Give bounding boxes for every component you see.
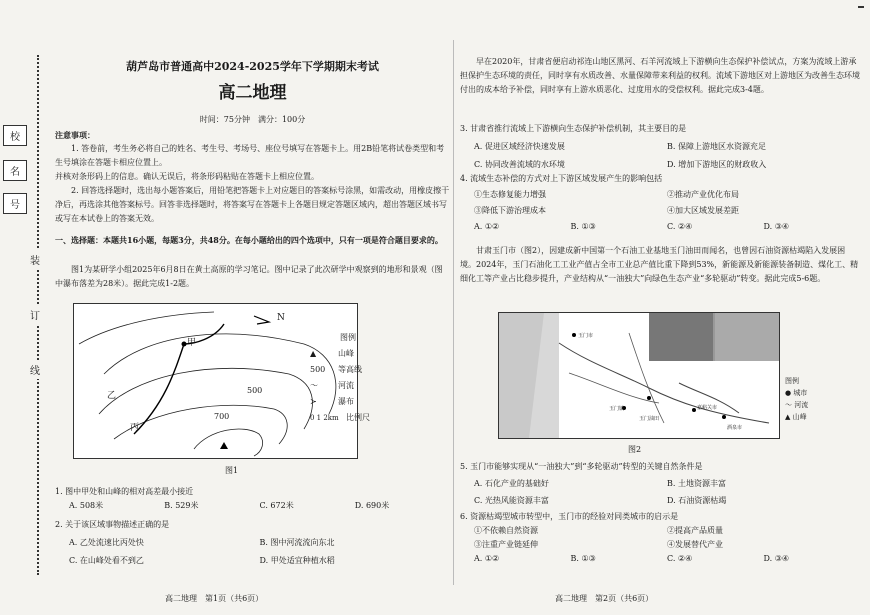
q1-option-a: A. 508米 xyxy=(69,501,104,510)
section-heading: 一、选择题：本题共16小题，每题3分，共48分。在每小题给出的四个选项中，只有一项是符合题目要求的。 xyxy=(55,235,443,245)
q6-items-row2 xyxy=(460,538,860,552)
notes-heading: 注意事项： xyxy=(55,130,95,140)
number-box: 号 xyxy=(3,193,27,214)
figure-1-legend xyxy=(310,330,430,426)
note-2: 2. 回答选择题时，选出每小题答案后，用铅笔把答题卡上对应题目的答案标号涂黑，如需改动，用橡皮擦干净后，再选涂其他答案标号。回答非选择题时，将答案写在答题卡上各题目规定答题区域内，超出答题区域书写或写在本试卷上的答案无效。 xyxy=(55,186,450,223)
q2-stem: 2. 关于该区域事物描述正确的是 xyxy=(55,520,170,529)
binding-char-3: 线 xyxy=(30,360,40,379)
page-1-footer: 高二地理 第1页（共6页） xyxy=(165,594,264,603)
river-icon: 〜 xyxy=(785,401,792,409)
q4-item-3: ③降低下游治理成本 xyxy=(474,206,546,215)
legend2-title: 图例 xyxy=(785,377,799,385)
place-c-label: 丙 xyxy=(130,423,140,433)
q3-stem: 3. 甘肃省推行流域上下游横向生态保护补偿机制，其主要目的是 xyxy=(460,124,687,133)
q3-option-a: A. 促进区域经济快速发展 xyxy=(474,142,565,151)
q6-option-d: D. ③④ xyxy=(763,554,790,563)
binding-char-2: 订 xyxy=(30,305,40,324)
north-label: N xyxy=(277,313,285,323)
q6-item-3: ③注重产业链延伸 xyxy=(474,540,538,549)
legend2-river: 〜 河流 xyxy=(785,401,809,409)
legend2-peak: ▲ 山峰 xyxy=(785,413,807,421)
place-yumen-city: 玉门市 xyxy=(578,333,594,339)
note-1b: 并核对条形码上的信息。确认无误后，将条形码粘贴在答题卡上相应位置。 xyxy=(55,172,319,181)
question-2 xyxy=(55,518,450,568)
q5-options-row1 xyxy=(460,477,860,491)
question-1 xyxy=(55,485,450,513)
question-6 xyxy=(460,510,860,566)
legend-scale: 0 1 2km 比例尺 xyxy=(310,410,430,426)
river-icon: 〜 xyxy=(310,381,318,390)
question-3 xyxy=(460,122,860,172)
q1-option-d: D. 690米 xyxy=(354,501,390,510)
q2-option-d: D. 甲处适宜种植水稻 xyxy=(259,556,335,565)
q6-stem: 6. 资源枯竭型城市转型中，玉门市的经验对同类城市的启示是 xyxy=(460,512,679,521)
figure-2-legend xyxy=(785,375,808,423)
q1-options xyxy=(55,499,450,513)
q2-option-a: A. 乙处流速比丙处快 xyxy=(69,538,144,547)
legend-title: 图例 xyxy=(340,333,356,342)
q6-item-2: ②提高产品质量 xyxy=(667,526,723,535)
q5-option-b: B. 土地资源丰富 xyxy=(667,479,726,488)
question-5 xyxy=(460,460,860,508)
q4-item-2: ②推动产业优化布局 xyxy=(667,190,739,199)
q2-option-b: B. 图中河流流向东北 xyxy=(259,538,335,547)
figure-2-map xyxy=(498,312,780,439)
q4-option-b: B. ①③ xyxy=(570,222,596,231)
legend2-city: ● 城市 xyxy=(785,389,808,397)
legend-peak: ▲ 山峰 xyxy=(310,346,430,362)
q4-option-d: D. ③④ xyxy=(763,222,790,231)
q5-option-c: C. 光热风能资源丰富 xyxy=(474,496,549,505)
legend-river: 〜 河流 xyxy=(310,378,430,394)
q4-option-a: A. ①② xyxy=(474,222,500,231)
q3-option-d: D. 增加下游地区的财政收入 xyxy=(667,160,767,169)
contour-icon: 500 xyxy=(310,365,326,374)
q4-stem: 4. 流域生态补偿的方式对上下游区域发展产生的影响包括 xyxy=(460,174,663,183)
q5-option-d: D. 石油资源枯竭 xyxy=(667,496,727,505)
q3-options-row2 xyxy=(460,158,860,172)
subject-title: 高二地理 xyxy=(218,83,287,103)
place-a-label: 甲 xyxy=(187,338,197,348)
q3-option-c: C. 协同改善流域的水环境 xyxy=(474,160,565,169)
q4-item-4: ④加大区域发展差距 xyxy=(667,206,739,215)
binding-char-1: 装 xyxy=(30,250,40,269)
passage-1: 早在2020年，甘肃省便启动祁连山地区黑河、石羊河流域上下游横向生态保护补偿试点，方案为流域上游承担保护生态环境的责任，同时享有水质改善、水量保障带来利益的权利。流域下游地区对上游地区为改善生态环境付出的成本给予补偿，同时享有上游水质恶化、过度用水的受偿权利。据此完成3-4题。 xyxy=(460,57,860,94)
place-yumen-oilfield: 玉门油田 xyxy=(639,416,660,422)
note-1: 1. 答卷前，考生务必将自己的姓名、考生号、考场号、座位号填写在答题卡上。用2B铅笔将试卷类型和考生号填涂在答题卡相应位置上。 xyxy=(55,144,445,167)
waterfall-icon: ≻ xyxy=(310,397,317,406)
place-yumen-town: 玉门镇 xyxy=(609,406,625,412)
q2-option-c: C. 在山峰处看不到乙 xyxy=(69,556,144,565)
q3-option-b: B. 保障上游地区水资源充足 xyxy=(667,142,766,151)
q4-item-1: ①生态修复能力增强 xyxy=(474,190,546,199)
q2-options-row1 xyxy=(55,536,450,550)
exam-title: 葫芦岛市普通高中2024-2025学年下学期期末考试 xyxy=(126,60,379,73)
legend-waterfall: ≻ 瀑布 xyxy=(310,394,430,410)
q1-stem: 1. 图中甲处和山峰的相对高差最小接近 xyxy=(55,487,194,496)
notes xyxy=(55,128,450,226)
q4-items-row2 xyxy=(460,204,860,218)
q6-item-1: ①不依赖自然资源 xyxy=(474,526,538,535)
place-jiuquan: 酒泉市 xyxy=(727,425,743,431)
legend-contour: 500 等高线 xyxy=(310,362,430,378)
q2-options-row2 xyxy=(55,554,450,568)
q6-items-row1 xyxy=(460,524,860,538)
figure-2-caption: 图2 xyxy=(628,445,642,454)
q6-option-b: B. ①③ xyxy=(570,554,596,563)
q4-items-row1 xyxy=(460,188,860,202)
question-4 xyxy=(460,172,860,234)
name-box: 名 xyxy=(3,160,27,181)
q6-option-c: C. ②④ xyxy=(667,554,693,563)
q5-stem: 5. 玉门市能够实现从“一油独大”到“多轮驱动”转型的关键自然条件是 xyxy=(460,462,703,471)
exam-meta: 时间：75分钟 满分：100分 xyxy=(199,115,306,124)
contour-700-label: 700 xyxy=(214,412,230,421)
q6-option-a: A. ①② xyxy=(474,554,500,563)
q4-options xyxy=(460,220,860,234)
column-divider xyxy=(453,40,454,585)
passage-2: 甘肃玉门市（图2），因建成新中国第一个石油工业基地玉门油田而闻名，也曾因石油资源枯竭陷入发展困境。2024年，玉门石油化工工业产值占全市工业总产值比重下降到53%，新能源及新能源装备制造、煤化工、精细化工等产业占比稳步提升，产业结构从“一油独大”向绿色生态产业“多轮驱动”转变。据此完成5-6题。 xyxy=(460,246,859,283)
city-icon: ● xyxy=(785,389,792,397)
q5-option-a: A. 石化产业的基础好 xyxy=(474,479,549,488)
place-jiayuguan: 嘉峪关市 xyxy=(697,405,718,411)
page-2-footer: 高二地理 第2页（共6页） xyxy=(555,594,654,603)
peak-icon: ▲ xyxy=(785,413,791,421)
q6-item-4: ④发展替代产业 xyxy=(667,540,723,549)
q6-options xyxy=(460,552,860,566)
section-intro: 图1为某研学小组2025年6月8日在黄土高原的学习笔记。图中记录了此次研学中观察到的地形和景观（图中瀑布落差为28米）。据此完成1-2题。 xyxy=(55,265,443,288)
q5-options-row2 xyxy=(460,494,860,508)
figure-1-caption: 图1 xyxy=(225,466,239,475)
scale-icon: 0 1 2km xyxy=(310,414,339,422)
contour-500-label: 500 xyxy=(247,386,263,395)
q3-options-row1 xyxy=(460,140,860,154)
place-b-label: 乙 xyxy=(107,391,117,401)
q4-option-c: C. ②④ xyxy=(667,222,693,231)
binding-margin xyxy=(0,0,50,615)
peak-icon: ▲ xyxy=(310,349,317,358)
school-box: 校 xyxy=(3,125,27,146)
q1-option-c: C. 672米 xyxy=(259,501,294,510)
q1-option-b: B. 529米 xyxy=(164,501,199,510)
corner-mark xyxy=(858,6,864,8)
